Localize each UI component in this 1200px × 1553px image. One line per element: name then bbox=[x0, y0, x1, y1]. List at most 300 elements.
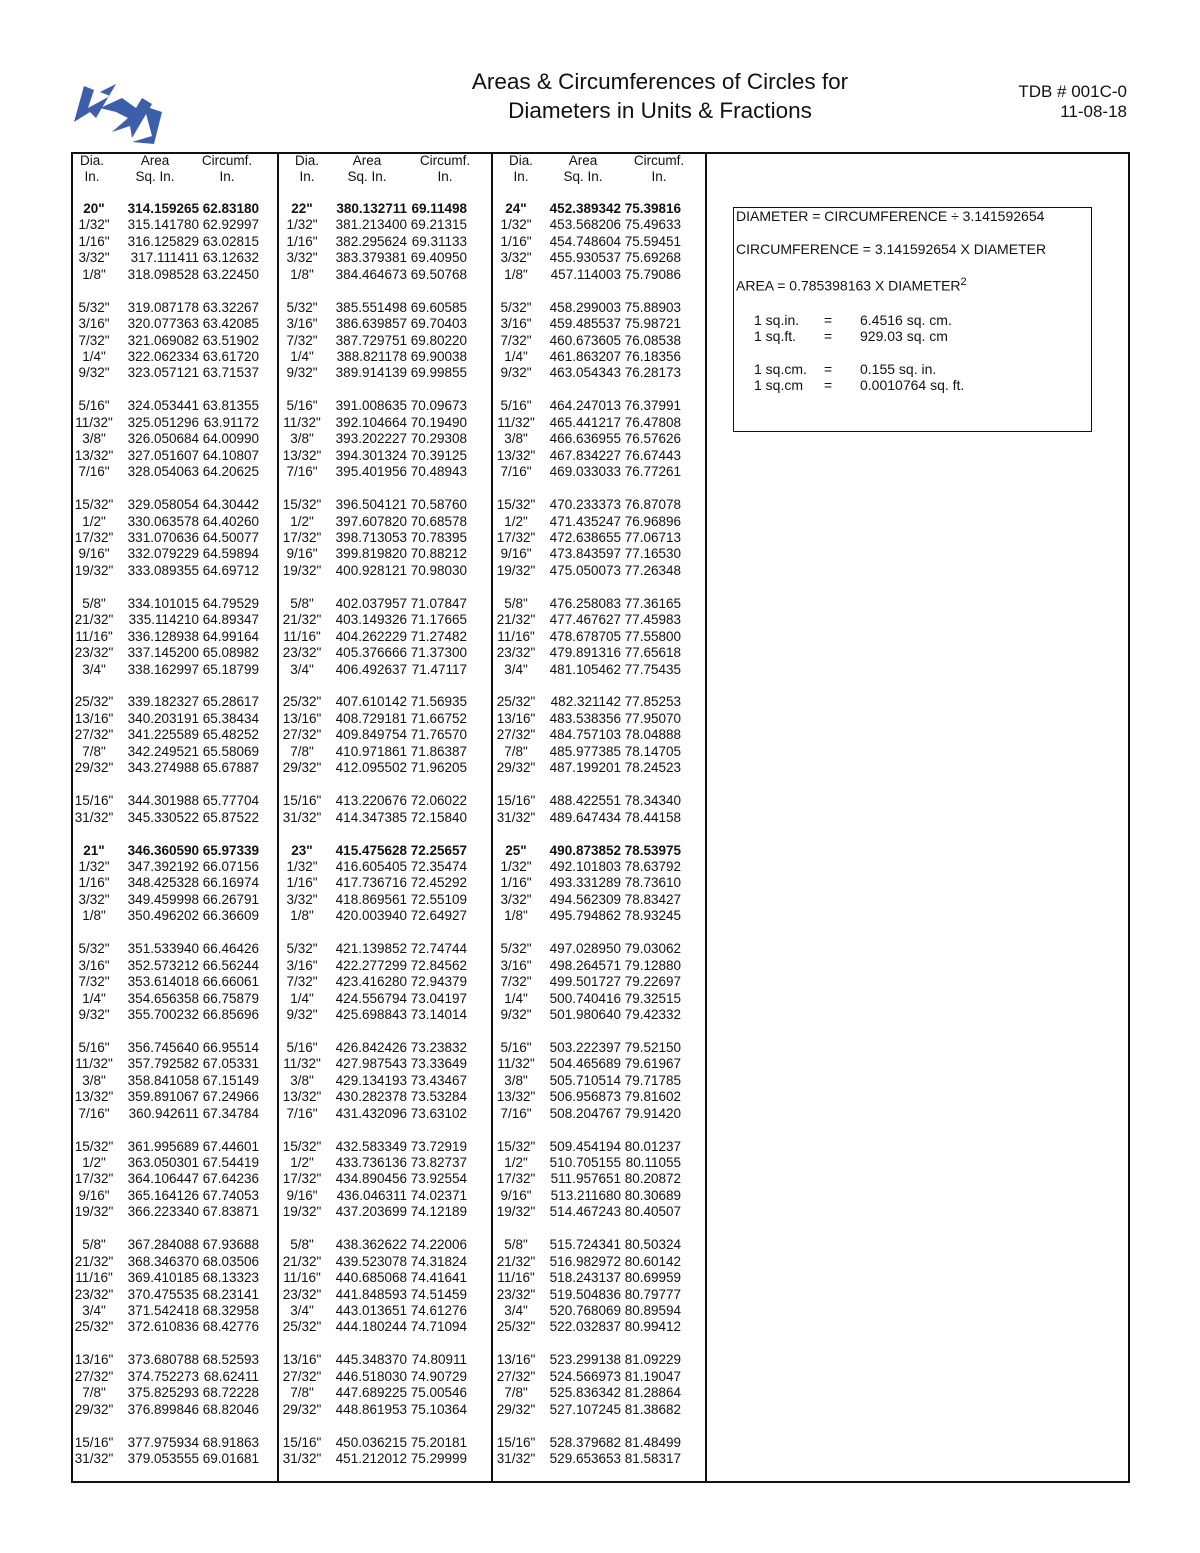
circumference-cell: 73.53284 bbox=[410, 1089, 467, 1105]
diameter-cell: 29/32" bbox=[74, 1401, 114, 1417]
table-row bbox=[493, 875, 705, 891]
circumference-cell: 73.23832 bbox=[410, 1039, 467, 1055]
circumference-cell: 76.08538 bbox=[624, 332, 681, 348]
diameter-cell: 23/32" bbox=[74, 1286, 114, 1302]
diameter-cell: 15/32" bbox=[282, 1138, 322, 1154]
area-cell: 503.222397 bbox=[549, 1039, 621, 1055]
circumference-cell: 70.29308 bbox=[410, 431, 467, 447]
row-spacer bbox=[71, 1418, 277, 1435]
table-row bbox=[279, 1040, 491, 1056]
circumference-cell: 74.90729 bbox=[410, 1368, 467, 1384]
diameter-cell: 9/16" bbox=[78, 1187, 110, 1203]
table-row bbox=[493, 546, 705, 562]
table-row bbox=[71, 1089, 277, 1105]
circumference-cell: 74.61276 bbox=[410, 1303, 467, 1318]
table-row bbox=[279, 1204, 491, 1220]
area-cell: 516.982972 bbox=[549, 1253, 621, 1269]
area-cell: 513.211680 bbox=[550, 1187, 621, 1203]
diameter-cell: 7/8" bbox=[504, 743, 528, 759]
circumference-cell: 67.74053 bbox=[202, 1187, 259, 1203]
header-dia: Dia. In. bbox=[508, 153, 533, 184]
circumference-cell: 70.19490 bbox=[410, 414, 467, 430]
area-cell: 332.079229 bbox=[127, 546, 199, 562]
table-row bbox=[71, 217, 277, 233]
area-cell: 341.225589 bbox=[127, 727, 199, 743]
area-cell: 510.705155 bbox=[549, 1155, 621, 1170]
circumference-cell: 75.20181 bbox=[410, 1434, 467, 1450]
area-cell: 380.132711 bbox=[336, 201, 407, 216]
table-row bbox=[71, 1319, 277, 1335]
circumference-cell: 77.16530 bbox=[624, 546, 681, 562]
table-row bbox=[279, 1089, 491, 1105]
table-row bbox=[71, 711, 277, 727]
conversion-eq: = bbox=[824, 361, 833, 377]
diameter-cell: 1/32" bbox=[500, 217, 532, 233]
circumference-cell: 80.69959 bbox=[624, 1270, 681, 1286]
table-row bbox=[71, 1139, 277, 1155]
circumference-cell: 71.86387 bbox=[410, 743, 467, 759]
doc-number: TDB # 001C-0 bbox=[1018, 82, 1127, 101]
circumference-cell: 66.85696 bbox=[202, 1006, 259, 1022]
circumference-cell: 74.12189 bbox=[410, 1204, 467, 1220]
table-row bbox=[493, 1204, 705, 1220]
circumference-cell: 79.32515 bbox=[624, 990, 681, 1006]
circumference-cell: 65.67887 bbox=[202, 760, 259, 776]
area-cell: 386.639857 bbox=[335, 316, 407, 332]
area-cell: 350.496202 bbox=[127, 908, 199, 924]
diameter-cell: 5/32" bbox=[78, 941, 110, 957]
row-spacer bbox=[279, 481, 491, 498]
header-dia: Dia. In. bbox=[79, 153, 104, 184]
circumference-cell: 65.77704 bbox=[202, 793, 259, 809]
area-cell: 331.070636 bbox=[127, 529, 199, 545]
area-cell: 408.729181 bbox=[335, 710, 407, 726]
table-row bbox=[493, 316, 705, 332]
area-cell: 349.459998 bbox=[127, 891, 199, 907]
table-row bbox=[279, 596, 491, 612]
area-cell: 317.111411 bbox=[130, 250, 199, 266]
area-cell: 344.301988 bbox=[127, 793, 199, 809]
area-cell: 393.202227 bbox=[335, 431, 407, 447]
column-header bbox=[71, 152, 277, 188]
area-cell: 477.467627 bbox=[549, 612, 621, 628]
circumference-cell: 70.58760 bbox=[410, 497, 467, 513]
header-area: Area Sq. In. bbox=[135, 153, 175, 184]
area-cell: 367.284088 bbox=[127, 1237, 199, 1253]
diameter-cell: 11/32" bbox=[75, 1056, 113, 1072]
circumference-cell: 77.36165 bbox=[624, 595, 681, 611]
row-spacer bbox=[71, 678, 277, 695]
diameter-cell: 7/16" bbox=[78, 1105, 110, 1121]
diameter-cell: 1/2" bbox=[290, 513, 314, 529]
circumference-cell: 66.75879 bbox=[202, 990, 259, 1006]
table-row bbox=[71, 612, 277, 628]
area-cell: 369.410185 bbox=[127, 1270, 199, 1286]
circumference-cell: 80.99412 bbox=[624, 1319, 681, 1335]
area-cell: 363.050301 bbox=[127, 1155, 199, 1170]
table-column-1 bbox=[71, 152, 277, 1483]
row-spacer bbox=[279, 1023, 491, 1040]
table-row bbox=[493, 349, 705, 365]
area-cell: 391.008635 bbox=[335, 398, 407, 414]
circumference-cell: 72.06022 bbox=[410, 793, 467, 809]
area-cell: 334.101015 bbox=[127, 595, 199, 611]
table-row bbox=[493, 300, 705, 316]
row-spacer bbox=[279, 826, 491, 843]
area-cell: 501.980640 bbox=[549, 1006, 621, 1022]
area-cell: 451.212012 bbox=[335, 1451, 407, 1467]
area-cell: 457.114003 bbox=[550, 266, 621, 282]
area-cell: 504.465689 bbox=[549, 1056, 621, 1072]
circumference-cell: 75.59451 bbox=[624, 233, 681, 249]
diameter-cell: 25" bbox=[505, 842, 527, 858]
diameter-cell: 5/16" bbox=[500, 1039, 532, 1055]
circumference-cell: 69.40950 bbox=[410, 250, 467, 266]
row-spacer bbox=[71, 1023, 277, 1040]
circumference-cell: 66.95514 bbox=[202, 1039, 259, 1055]
diameter-cell: 1/2" bbox=[290, 1155, 314, 1170]
table-row bbox=[71, 958, 277, 974]
circumference-cell: 76.96896 bbox=[624, 513, 681, 529]
table-row bbox=[71, 1040, 277, 1056]
table-row bbox=[71, 1171, 277, 1187]
diameter-cell: 29/32" bbox=[282, 760, 322, 776]
area-cell: 353.614018 bbox=[127, 974, 199, 990]
table-row bbox=[279, 1435, 491, 1451]
circumference-cell: 65.87522 bbox=[202, 809, 259, 825]
diameter-cell: 25/32" bbox=[74, 1319, 114, 1335]
area-cell: 452.389342 bbox=[549, 201, 621, 216]
area-cell: 358.841058 bbox=[127, 1072, 199, 1088]
table-row bbox=[279, 810, 491, 826]
row-spacer bbox=[493, 382, 705, 399]
area-cell: 490.873852 bbox=[549, 842, 621, 858]
area-cell: 339.182327 bbox=[127, 694, 199, 710]
row-spacer bbox=[71, 283, 277, 300]
diameter-cell: 21/32" bbox=[282, 612, 322, 628]
circumference-cell: 69.80220 bbox=[410, 332, 467, 348]
area-cell: 319.087178 bbox=[127, 299, 199, 315]
table-row bbox=[279, 662, 491, 678]
circumference-cell: 65.97339 bbox=[202, 842, 259, 858]
area-cell: 330.063578 bbox=[127, 513, 199, 529]
diameter-cell: 23/32" bbox=[282, 1286, 322, 1302]
diameter-cell: 23/32" bbox=[496, 645, 536, 661]
circumference-cell: 70.48943 bbox=[410, 464, 467, 480]
diameter-cell: 3/32" bbox=[78, 891, 110, 907]
area-cell: 336.128938 bbox=[127, 628, 199, 644]
circumference-cell: 63.22450 bbox=[202, 266, 259, 282]
table-row bbox=[493, 744, 705, 760]
circumference-cell: 66.66061 bbox=[202, 974, 259, 990]
table-row bbox=[279, 1254, 491, 1270]
table-row bbox=[493, 201, 705, 217]
diameter-cell: 15/32" bbox=[496, 497, 536, 513]
area-cell: 346.360590 bbox=[127, 842, 199, 858]
circumference-cell: 72.35474 bbox=[410, 858, 467, 874]
circumference-cell: 65.28617 bbox=[202, 694, 259, 710]
diameter-cell: 19/32" bbox=[282, 562, 322, 578]
circumference-cell: 78.04888 bbox=[624, 727, 681, 743]
circumference-cell: 79.61967 bbox=[624, 1056, 681, 1072]
circumference-cell: 62.83180 bbox=[202, 201, 259, 216]
conversion-right: 6.4516 sq. cm. bbox=[860, 312, 952, 328]
table-row bbox=[279, 859, 491, 875]
table-row bbox=[279, 760, 491, 776]
diameter-cell: 5/32" bbox=[286, 299, 318, 315]
diameter-cell: 22" bbox=[291, 201, 313, 216]
area-cell: 438.362622 bbox=[335, 1237, 407, 1253]
diameter-cell: 1/2" bbox=[504, 513, 528, 529]
circumference-cell: 71.56935 bbox=[410, 694, 467, 710]
circumference-cell: 73.04197 bbox=[410, 990, 467, 1006]
area-cell: 415.475628 bbox=[335, 842, 407, 858]
diameter-cell: 7/32" bbox=[500, 974, 532, 990]
area-cell: 424.556794 bbox=[335, 990, 407, 1006]
circumference-cell: 78.73610 bbox=[624, 875, 681, 891]
area-cell: 431.432096 bbox=[335, 1105, 407, 1121]
diameter-cell: 7/32" bbox=[78, 974, 110, 990]
circumference-cell: 79.03062 bbox=[624, 941, 681, 957]
table-row bbox=[493, 234, 705, 250]
conversion-left: 1 sq.in. bbox=[754, 312, 800, 328]
diameter-cell: 9/32" bbox=[286, 1006, 318, 1022]
circumference-cell: 76.47808 bbox=[624, 414, 681, 430]
table-row bbox=[493, 974, 705, 990]
diameter-cell: 7/32" bbox=[500, 332, 532, 348]
diameter-cell: 15/32" bbox=[496, 1138, 536, 1154]
conversion-right: 0.0010764 sq. ft. bbox=[860, 377, 965, 393]
table-row bbox=[493, 908, 705, 924]
conversion-eq: = bbox=[824, 328, 833, 344]
page-title bbox=[380, 67, 940, 125]
circumference-cell: 80.89594 bbox=[624, 1303, 681, 1318]
circumference-cell: 70.39125 bbox=[410, 447, 467, 463]
area-cell: 458.299003 bbox=[549, 299, 621, 315]
diameter-cell: 7/8" bbox=[82, 1385, 106, 1401]
circumference-cell: 81.48499 bbox=[624, 1434, 681, 1450]
diameter-cell: 17/32" bbox=[496, 529, 536, 545]
area-cell: 518.243137 bbox=[549, 1270, 621, 1286]
circumference-cell: 64.69712 bbox=[202, 562, 259, 578]
table-row bbox=[493, 596, 705, 612]
area-cell: 484.757103 bbox=[549, 727, 621, 743]
area-cell: 445.348370 bbox=[335, 1352, 407, 1368]
area-cell: 483.538356 bbox=[549, 710, 621, 726]
circumference-cell: 79.91420 bbox=[624, 1105, 681, 1121]
circumference-cell: 64.59894 bbox=[202, 546, 259, 562]
table-row bbox=[71, 563, 277, 579]
circumference-cell: 68.72228 bbox=[202, 1385, 259, 1401]
table-row bbox=[279, 711, 491, 727]
circumference-cell: 65.18799 bbox=[202, 661, 259, 677]
circumference-cell: 69.50768 bbox=[410, 266, 467, 282]
circumference-cell: 74.31824 bbox=[410, 1253, 467, 1269]
area-cell: 387.729751 bbox=[335, 332, 407, 348]
area-cell: 423.416280 bbox=[335, 974, 407, 990]
table-row bbox=[493, 1056, 705, 1072]
diameter-cell: 1/16" bbox=[286, 233, 318, 249]
diameter-cell: 11/32" bbox=[283, 1056, 321, 1072]
circumference-cell: 65.48252 bbox=[202, 727, 259, 743]
diameter-cell: 5/8" bbox=[290, 595, 314, 611]
table-row bbox=[71, 234, 277, 250]
diameter-cell: 1/8" bbox=[82, 908, 106, 924]
title-line-1: Areas & Circumferences of Circles for bbox=[471, 69, 849, 94]
table-row bbox=[71, 908, 277, 924]
circumference-cell: 79.42332 bbox=[624, 1006, 681, 1022]
table-row bbox=[493, 662, 705, 678]
circumference-cell: 78.14705 bbox=[624, 743, 681, 759]
table-row bbox=[493, 1040, 705, 1056]
table-row bbox=[493, 1171, 705, 1187]
diameter-cell: 1/16" bbox=[78, 233, 110, 249]
circumference-cell: 76.67443 bbox=[624, 447, 681, 463]
row-spacer bbox=[279, 678, 491, 695]
area-cell: 427.987543 bbox=[335, 1056, 407, 1072]
circumference-cell: 74.02371 bbox=[410, 1187, 467, 1203]
table-row bbox=[279, 1402, 491, 1418]
circumference-cell: 68.62411 bbox=[203, 1368, 259, 1384]
formula-area bbox=[736, 276, 967, 294]
diameter-cell: 1/32" bbox=[78, 217, 110, 233]
row-spacer bbox=[493, 777, 705, 794]
row-spacer bbox=[493, 1336, 705, 1353]
diameter-cell: 3/4" bbox=[82, 1303, 106, 1318]
diameter-cell: 3/4" bbox=[290, 1303, 314, 1318]
circumference-cell: 77.85253 bbox=[624, 694, 681, 710]
circumference-cell: 76.28173 bbox=[624, 365, 681, 381]
diameter-cell: 17/32" bbox=[74, 1171, 114, 1187]
diameter-cell: 9/32" bbox=[78, 365, 110, 381]
table-row bbox=[493, 1155, 705, 1171]
circumference-cell: 80.01237 bbox=[624, 1138, 681, 1154]
table-row bbox=[279, 431, 491, 447]
area-cell: 360.942611 bbox=[128, 1105, 199, 1121]
row-spacer bbox=[493, 283, 705, 300]
area-cell: 443.013651 bbox=[335, 1303, 407, 1318]
diameter-cell: 31/32" bbox=[282, 1451, 322, 1467]
area-cell: 364.106447 bbox=[127, 1171, 199, 1187]
diameter-cell: 13/16" bbox=[282, 710, 322, 726]
diameter-cell: 7/32" bbox=[286, 974, 318, 990]
diameter-cell: 13/32" bbox=[282, 447, 322, 463]
table-row bbox=[71, 1287, 277, 1303]
diameter-cell: 1/4" bbox=[504, 990, 528, 1006]
table-row bbox=[493, 464, 705, 480]
diameter-cell: 7/16" bbox=[500, 464, 532, 480]
diameter-cell: 5/16" bbox=[500, 398, 532, 414]
diameter-cell: 1/2" bbox=[504, 1155, 528, 1170]
diameter-cell: 3/16" bbox=[78, 957, 110, 973]
diameter-cell: 3/32" bbox=[500, 250, 532, 266]
diameter-cell: 9/32" bbox=[78, 1006, 110, 1022]
area-cell: 414.347385 bbox=[335, 809, 407, 825]
diameter-cell: 3/8" bbox=[82, 1072, 106, 1088]
diameter-cell: 19/32" bbox=[74, 562, 114, 578]
area-cell: 355.700232 bbox=[127, 1006, 199, 1022]
area-cell: 470.233373 bbox=[549, 497, 621, 513]
diameter-cell: 7/8" bbox=[82, 743, 106, 759]
circumference-cell: 64.50077 bbox=[202, 529, 259, 545]
table-row bbox=[71, 810, 277, 826]
table-row bbox=[71, 744, 277, 760]
area-cell: 412.095502 bbox=[335, 760, 407, 776]
table-row bbox=[493, 1451, 705, 1467]
circumference-cell: 77.75435 bbox=[624, 661, 681, 677]
table-row bbox=[71, 760, 277, 776]
diameter-cell: 3/8" bbox=[504, 431, 528, 447]
circumference-cell: 79.22697 bbox=[624, 974, 681, 990]
column-header bbox=[279, 152, 491, 188]
table-row bbox=[279, 546, 491, 562]
area-cell: 528.379682 bbox=[549, 1434, 621, 1450]
area-cell: 368.346370 bbox=[127, 1253, 199, 1269]
diameter-cell: 1/4" bbox=[82, 349, 106, 364]
area-cell: 509.454194 bbox=[549, 1138, 621, 1154]
diameter-cell: 1/32" bbox=[78, 858, 110, 874]
diameter-cell: 17/32" bbox=[282, 529, 322, 545]
diameter-cell: 7/32" bbox=[286, 332, 318, 348]
table-row bbox=[493, 250, 705, 266]
diameter-cell: 13/32" bbox=[496, 1089, 536, 1105]
diameter-cell: 23/32" bbox=[496, 1286, 536, 1302]
table-row bbox=[279, 793, 491, 809]
area-cell: 404.262229 bbox=[335, 628, 407, 644]
area-cell: 527.107245 bbox=[549, 1401, 621, 1417]
diameter-cell: 19/32" bbox=[496, 1204, 536, 1220]
diameter-cell: 3/32" bbox=[286, 250, 318, 266]
circumference-cell: 64.00990 bbox=[202, 431, 259, 447]
area-cell: 473.843597 bbox=[549, 546, 621, 562]
title-line-2: Diameters in Units & Fractions bbox=[508, 98, 812, 123]
circumference-cell: 63.12632 bbox=[202, 250, 259, 266]
diameter-cell: 7/8" bbox=[504, 1385, 528, 1401]
circumference-cell: 63.02815 bbox=[202, 233, 259, 249]
diameter-cell: 25/32" bbox=[282, 694, 322, 710]
table-row bbox=[71, 662, 277, 678]
circumference-cell: 72.64927 bbox=[410, 908, 467, 924]
circumference-cell: 64.20625 bbox=[202, 464, 259, 480]
diameter-cell: 31/32" bbox=[74, 809, 114, 825]
diameter-cell: 5/8" bbox=[504, 1237, 528, 1253]
table-row bbox=[279, 744, 491, 760]
table-row bbox=[493, 217, 705, 233]
circumference-cell: 67.83871 bbox=[202, 1204, 259, 1220]
circumference-cell: 77.95070 bbox=[624, 710, 681, 726]
area-cell: 314.159265 bbox=[127, 201, 199, 216]
header-circ: Circumf. In. bbox=[201, 153, 253, 184]
area-cell: 514.467243 bbox=[549, 1204, 621, 1220]
area-cell: 522.032837 bbox=[549, 1319, 621, 1335]
table-row bbox=[493, 497, 705, 513]
area-cell: 398.713053 bbox=[335, 529, 407, 545]
table-rows bbox=[71, 201, 277, 1468]
table-row bbox=[493, 629, 705, 645]
area-cell: 529.653653 bbox=[549, 1451, 621, 1467]
diameter-cell: 1/8" bbox=[290, 908, 314, 924]
table-row bbox=[71, 431, 277, 447]
table-row bbox=[279, 448, 491, 464]
table-row bbox=[493, 1303, 705, 1319]
circumference-cell: 75.98721 bbox=[624, 316, 681, 332]
area-cell: 441.848593 bbox=[335, 1286, 407, 1302]
table-row bbox=[493, 941, 705, 957]
area-cell: 406.492637 bbox=[335, 661, 407, 677]
table-row bbox=[279, 415, 491, 431]
area-cell: 417.736716 bbox=[335, 875, 407, 891]
table-row bbox=[493, 1287, 705, 1303]
